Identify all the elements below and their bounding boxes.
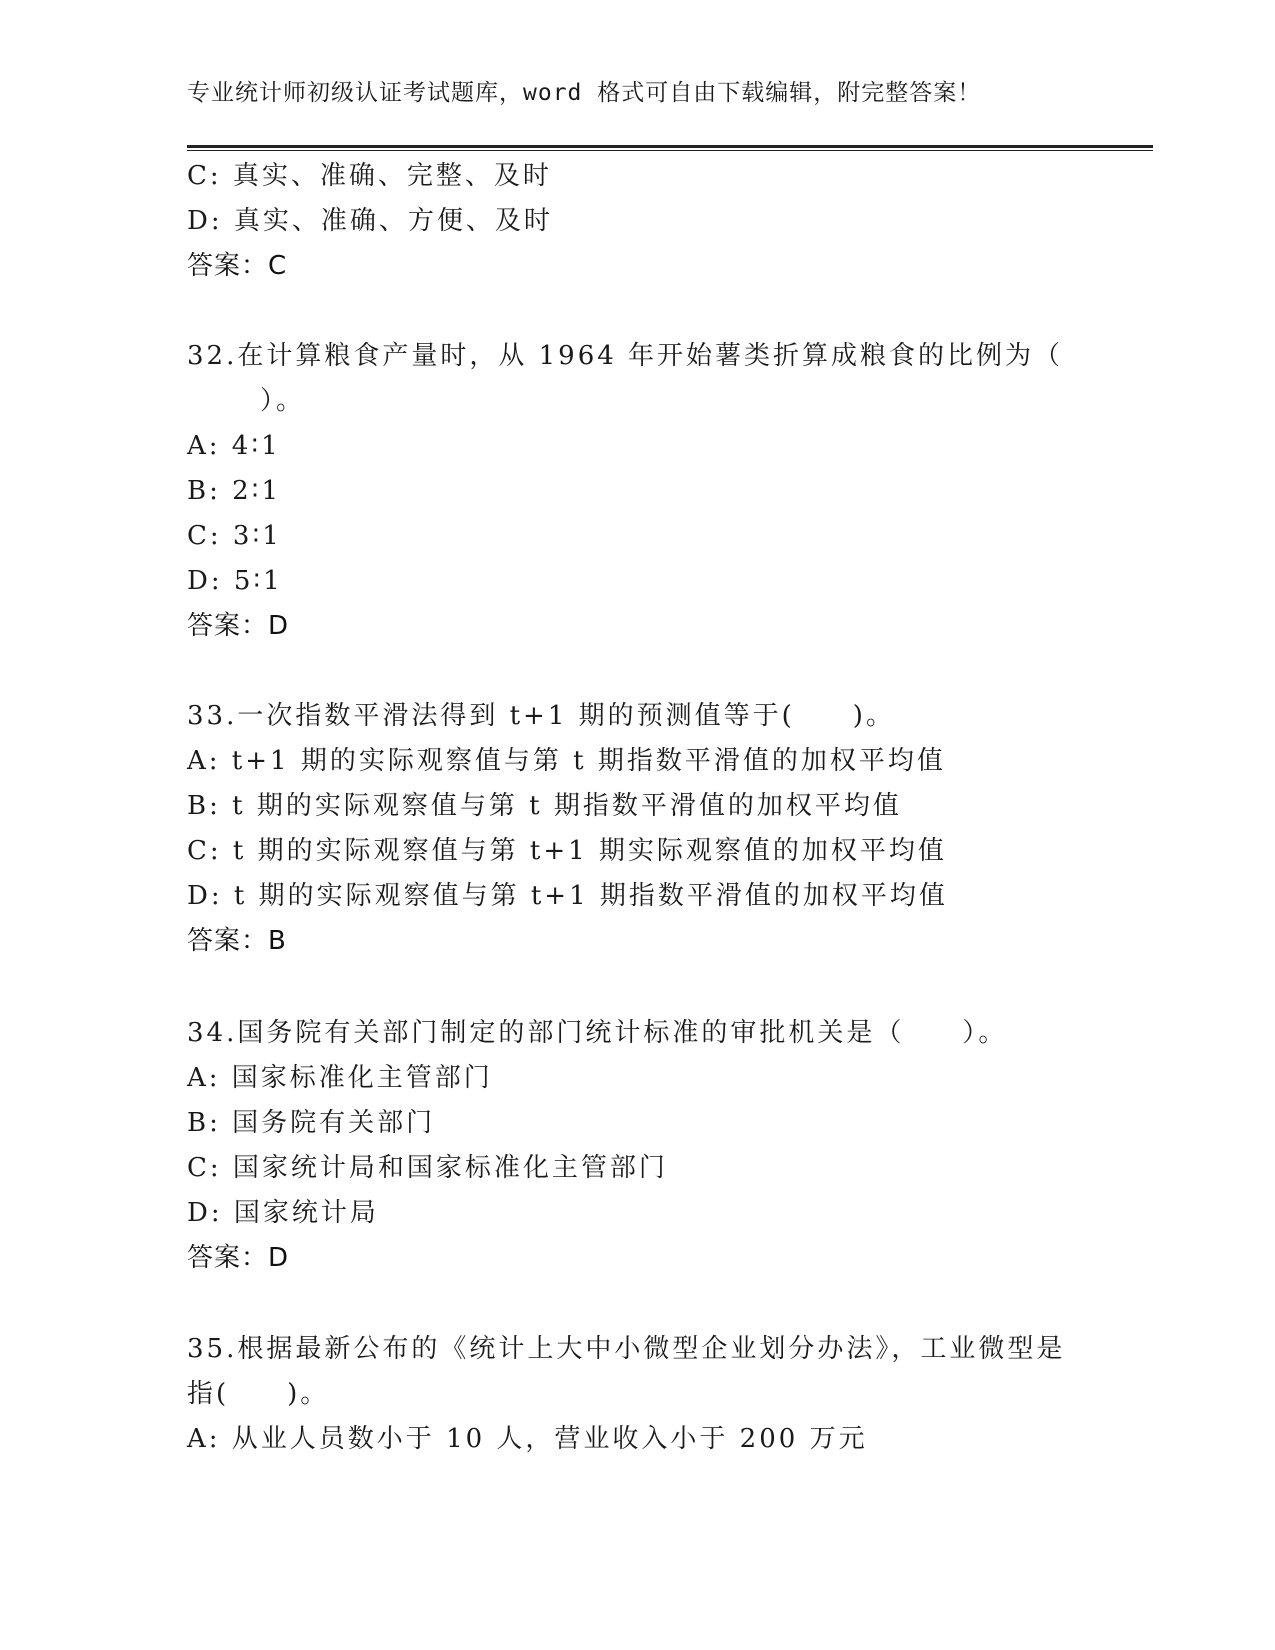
option-a: A: 国家标准化主管部门 — [187, 1063, 493, 1093]
option-d: D: 国家统计局 — [187, 1198, 379, 1228]
option-c: C: 3∶1 — [187, 521, 282, 551]
option-d: D: 真实、准确、方便、及时 — [187, 206, 553, 236]
question-35-stem: 35.根据最新公布的《统计上大中小微型企业划分办法》，工业微型是 — [187, 1334, 1066, 1364]
page-header: 专业统计师初级认证考试题库，word 格式可自由下载编辑，附完整答案！ — [187, 80, 982, 106]
option-a: A: 从业人员数小于 10 人，营业收入小于 200 万元 — [187, 1424, 868, 1454]
answer-label: 答案：D — [187, 1243, 290, 1273]
question-33-stem: 33.一次指数平滑法得到 t+1 期的预测值等于( )。 — [187, 701, 895, 731]
option-c: C: t 期的实际观察值与第 t+1 期实际观察值的加权平均值 — [187, 836, 947, 866]
option-b: B: 2∶1 — [187, 476, 281, 506]
option-c: C: 国家统计局和国家标准化主管部门 — [187, 1153, 668, 1183]
question-32-stem-continued: ）。 — [260, 386, 306, 416]
option-b: B: t 期的实际观察值与第 t 期指数平滑值的加权平均值 — [187, 791, 902, 821]
option-d: D: t 期的实际观察值与第 t+1 期指数平滑值的加权平均值 — [187, 881, 948, 911]
header-rule-thin — [187, 150, 1153, 151]
question-32-stem: 32.在计算粮食产量时，从 1964 年开始薯类折算成粮食的比例为（ — [187, 341, 1064, 371]
question-34-stem: 34.国务院有关部门制定的部门统计标准的审批机关是（ ）。 — [187, 1018, 1008, 1048]
question-35-stem-continued: 指( )。 — [187, 1379, 330, 1409]
header-rule-thick — [187, 145, 1153, 148]
option-a: A: t+1 期的实际观察值与第 t 期指数平滑值的加权平均值 — [187, 746, 946, 776]
answer-label: 答案：B — [187, 926, 287, 956]
option-a: A: 4∶1 — [187, 431, 281, 461]
option-b: B: 国务院有关部门 — [187, 1108, 436, 1138]
option-d: D: 5∶1 — [187, 566, 283, 596]
option-c: C: 真实、准确、完整、及时 — [187, 161, 552, 191]
answer-label: 答案：C — [187, 251, 288, 281]
answer-label: 答案：D — [187, 611, 290, 641]
